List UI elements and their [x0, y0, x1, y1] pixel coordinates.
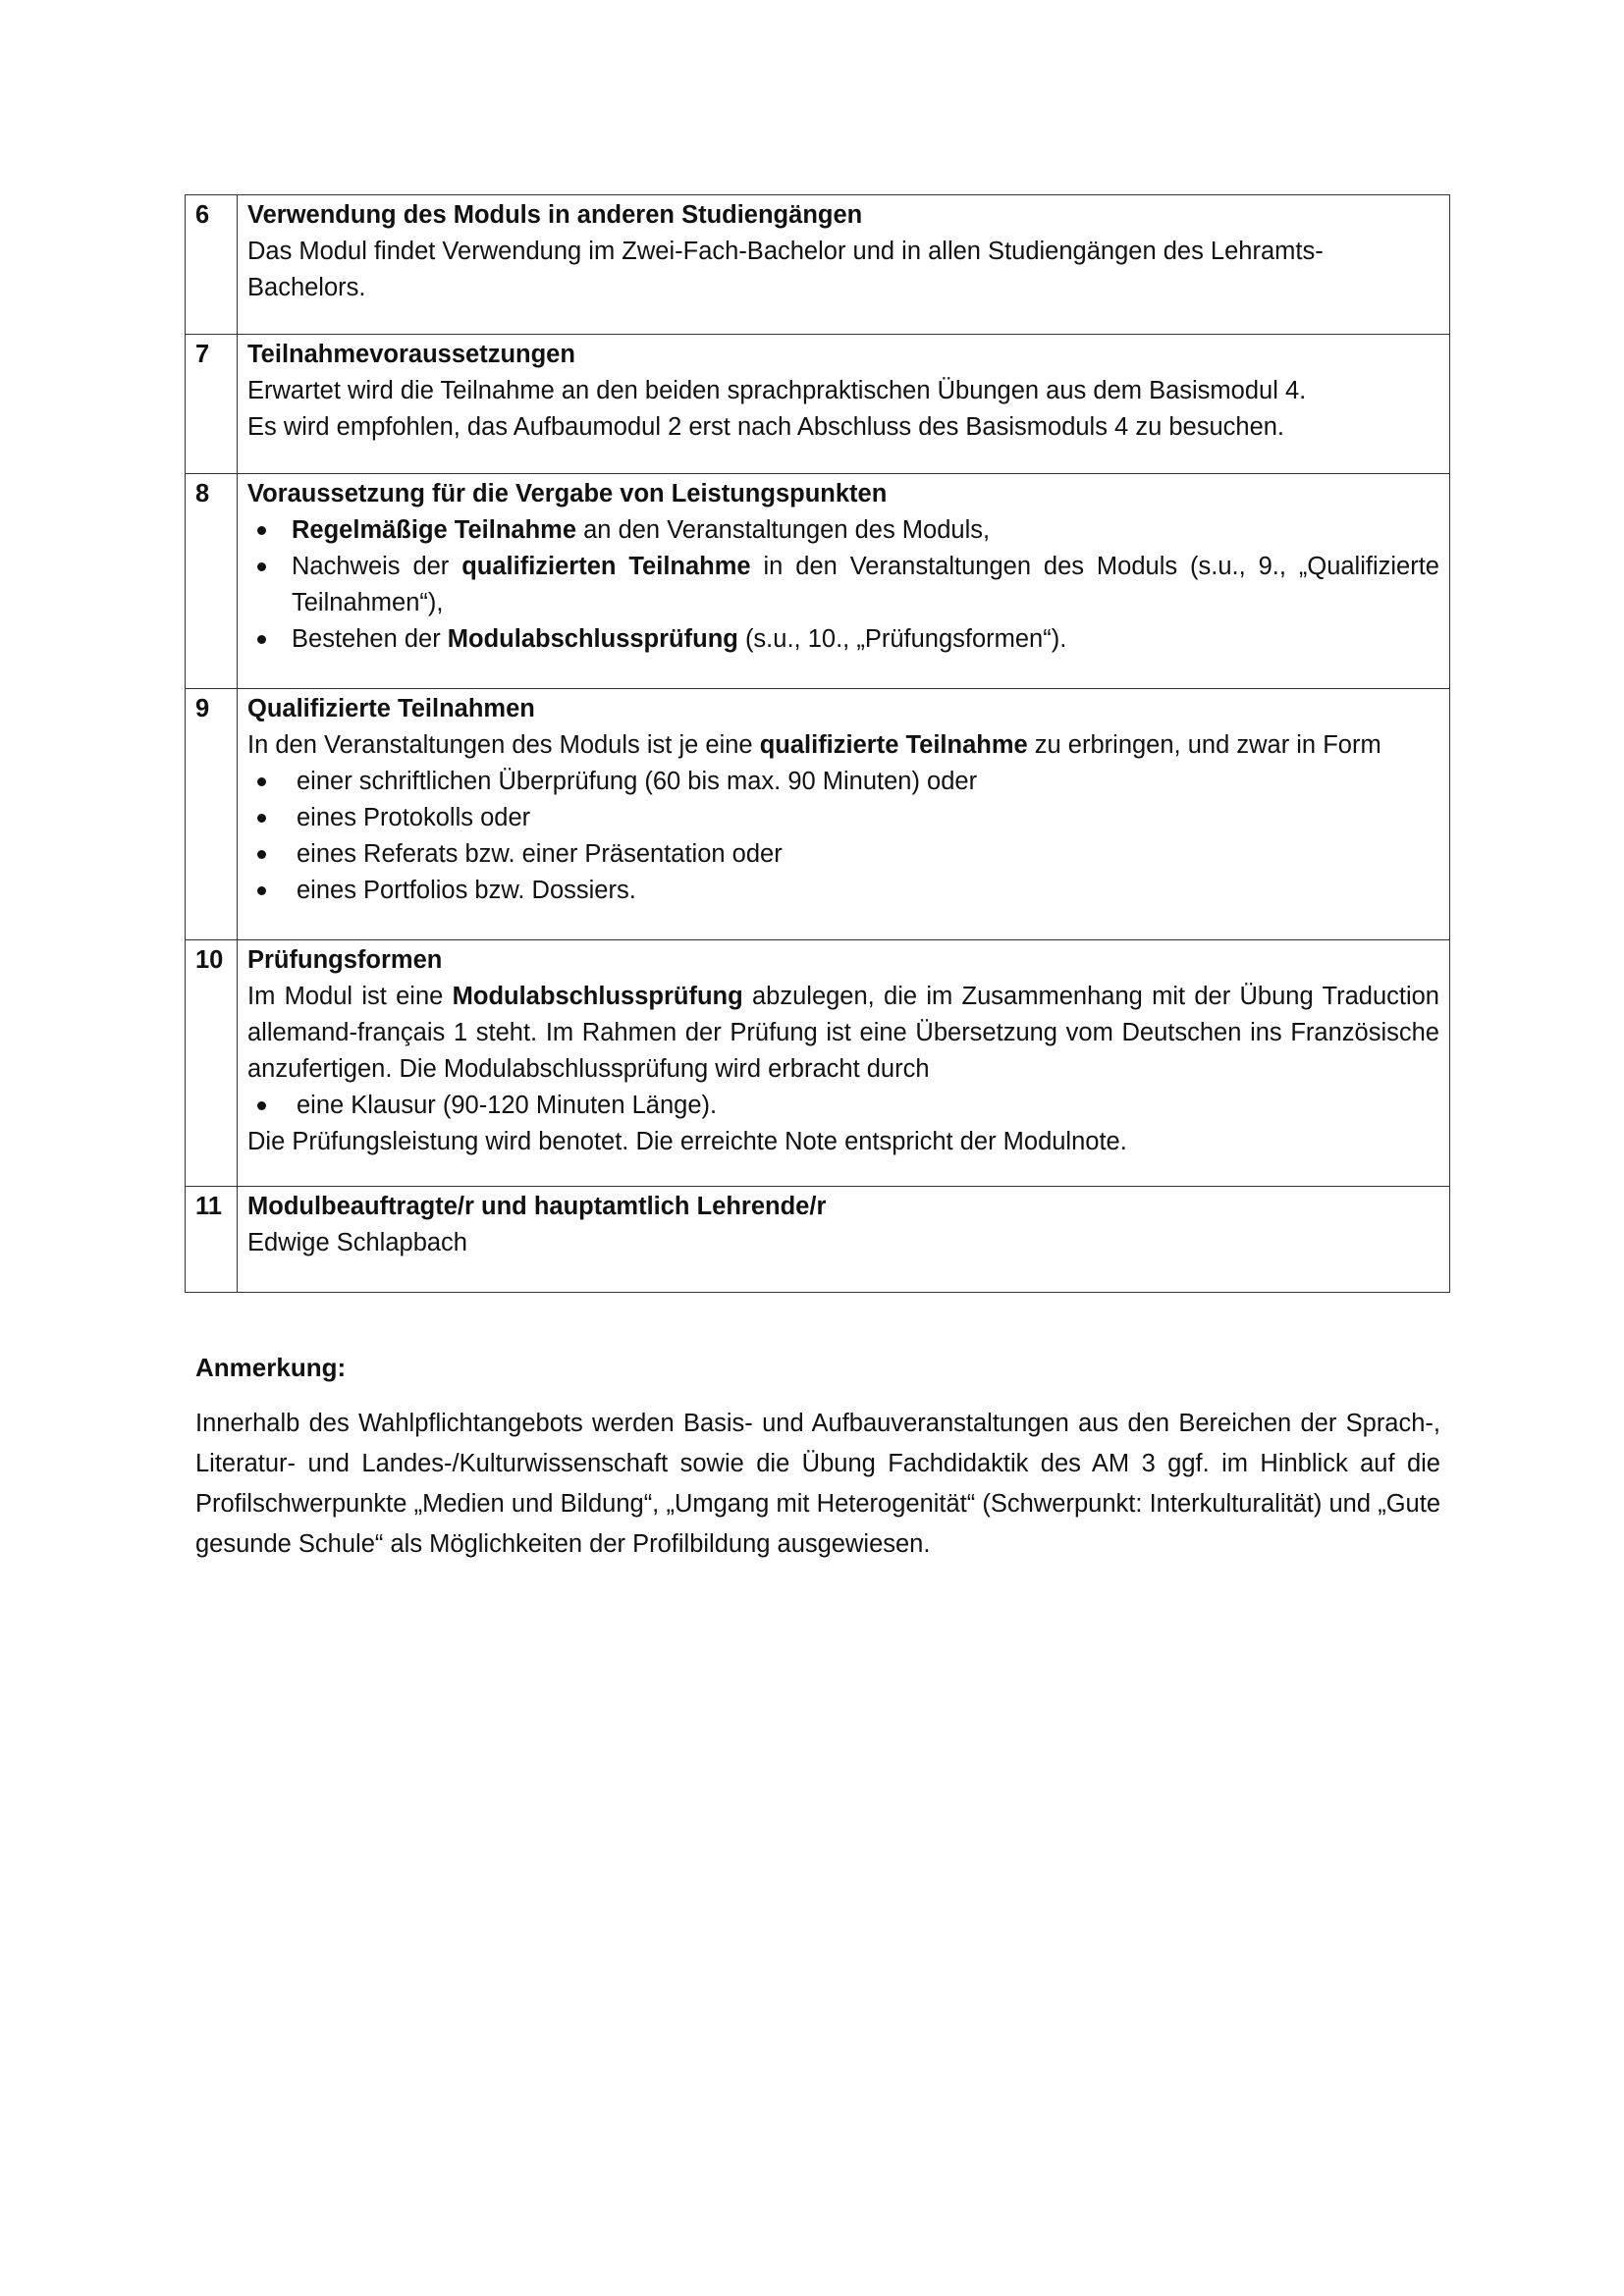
bullet-icon — [257, 850, 266, 859]
bullet-icon — [257, 777, 266, 786]
note-heading: Anmerkung: — [195, 1353, 347, 1382]
item-text: Nachweis der — [292, 553, 462, 580]
table-row — [186, 689, 1450, 940]
item-text: eines Referats bzw. einer Präsentation oder — [297, 840, 783, 868]
list-item — [247, 873, 1439, 909]
item-text: einer schriftlichen Überprüfung (60 bis max. 90 Minuten) oder — [297, 768, 978, 795]
bold-text: Regelmäßige Teilnahme — [292, 516, 577, 544]
row-text: Das Modul findet Verwendung im Zwei-Fach-Bachelor und in allen Studiengängen des Lehramts-Bachelors. — [247, 238, 1324, 301]
row-intro — [247, 727, 1439, 764]
bullet-icon — [257, 562, 266, 571]
bullet-icon — [257, 635, 266, 644]
bold-text: qualifizierte Teilnahme — [759, 731, 1028, 759]
item-text: in den Veranstaltungen des Moduls (s.u., 9., „Qualifizierte Teilnahmen“), — [292, 553, 1439, 616]
row-title: Teilnahmevoraussetzungen — [247, 341, 575, 368]
list-item — [247, 549, 1439, 621]
row-content — [238, 940, 1450, 1187]
row-content — [238, 689, 1450, 940]
bullet-icon — [257, 886, 266, 895]
list-item — [247, 512, 1439, 549]
module-table — [185, 194, 1450, 1293]
table-row — [186, 474, 1450, 689]
list-item — [247, 800, 1439, 836]
item-text: eines Protokolls oder — [297, 804, 531, 831]
table-row — [186, 1187, 1450, 1293]
list-item — [247, 1088, 1439, 1124]
item-text: an den Veranstaltungen des Moduls, — [576, 516, 991, 544]
item-text: eine Klausur (90-120 Minuten Länge). — [297, 1092, 718, 1119]
note-text: Innerhalb des Wahlpflichtangebots werden Basis- und Aufbauveranstaltungen aus den Bereichen der Sprach-, Literatur- und Landes-/Kulturwissenschaft sowie die Übung Fachdidaktik des AM 3 ggf. im Hinblick auf die Profilschwerpunkte „Medien und Bildung“, „Umgang mit Heterogenität“ (Schwerpunkt: Interkulturalität) und „Gute gesunde Schule“ als Möglichkeiten der Profilbildung ausgewiesen. — [195, 1410, 1440, 1558]
row-number: 11 — [186, 1187, 238, 1293]
row-text: Erwartet wird die Teilnahme an den beiden sprachpraktischen Übungen aus dem Basismodul 4. — [247, 377, 1307, 404]
bullet-icon — [257, 1101, 266, 1110]
row-number: 10 — [186, 940, 238, 1187]
bold-text: Modulabschlussprüfung — [447, 625, 738, 653]
row-outro: Die Prüfungsleistung wird benotet. Die erreichte Note entspricht der Modulnote. — [247, 1128, 1127, 1155]
intro-text: In den Veranstaltungen des Moduls ist je eine — [247, 731, 760, 759]
item-text: eines Portfolios bzw. Dossiers. — [297, 877, 636, 904]
list-item — [247, 764, 1439, 800]
row-content — [238, 1187, 1450, 1293]
bullet-list — [247, 764, 1439, 909]
bullet-list — [247, 1088, 1439, 1124]
row-number: 6 — [186, 195, 238, 335]
intro-text: abzulegen, die im Zusammenhang mit der Übung Traduction allemand-français 1 steht. Im Rahmen der Prüfung ist eine Übersetzung vom Deutschen ins Französische anzufertigen. Die Modulabschlussprüfung wird erbracht durch — [247, 983, 1439, 1083]
table-row — [186, 335, 1450, 474]
row-title: Verwendung des Moduls in anderen Studiengängen — [247, 201, 863, 229]
row-title: Prüfungsformen — [247, 946, 443, 974]
bold-text: Modulabschlussprüfung — [452, 983, 743, 1010]
row-number: 8 — [186, 474, 238, 689]
table-row — [186, 940, 1450, 1187]
list-item — [247, 836, 1439, 873]
item-text: Bestehen der — [292, 625, 448, 653]
table-row — [186, 195, 1450, 335]
row-number: 9 — [186, 689, 238, 940]
item-text: (s.u., 10., „Prüfungsformen“). — [737, 625, 1067, 653]
list-item — [247, 621, 1439, 658]
bullet-list — [247, 512, 1439, 658]
intro-text: zu erbringen, und zwar in Form — [1027, 731, 1381, 759]
row-text: Edwige Schlapbach — [247, 1229, 467, 1256]
row-content — [238, 195, 1450, 335]
row-title: Modulbeauftragte/r und hauptamtlich Lehrende/r — [247, 1193, 827, 1220]
bullet-icon — [257, 814, 266, 823]
intro-text: Im Modul ist eine — [247, 983, 453, 1010]
row-content — [238, 474, 1450, 689]
bullet-icon — [257, 526, 266, 535]
row-number: 7 — [186, 335, 238, 474]
row-content — [238, 335, 1450, 474]
bold-text: qualifizierten Teilnahme — [461, 553, 751, 580]
row-title: Voraussetzung für die Vergabe von Leistungspunkten — [247, 480, 888, 507]
row-title: Qualifizierte Teilnahmen — [247, 695, 535, 722]
row-intro — [247, 979, 1439, 1088]
row-text: Es wird empfohlen, das Aufbaumodul 2 erst nach Abschluss des Basismoduls 4 zu besuchen. — [247, 413, 1285, 441]
